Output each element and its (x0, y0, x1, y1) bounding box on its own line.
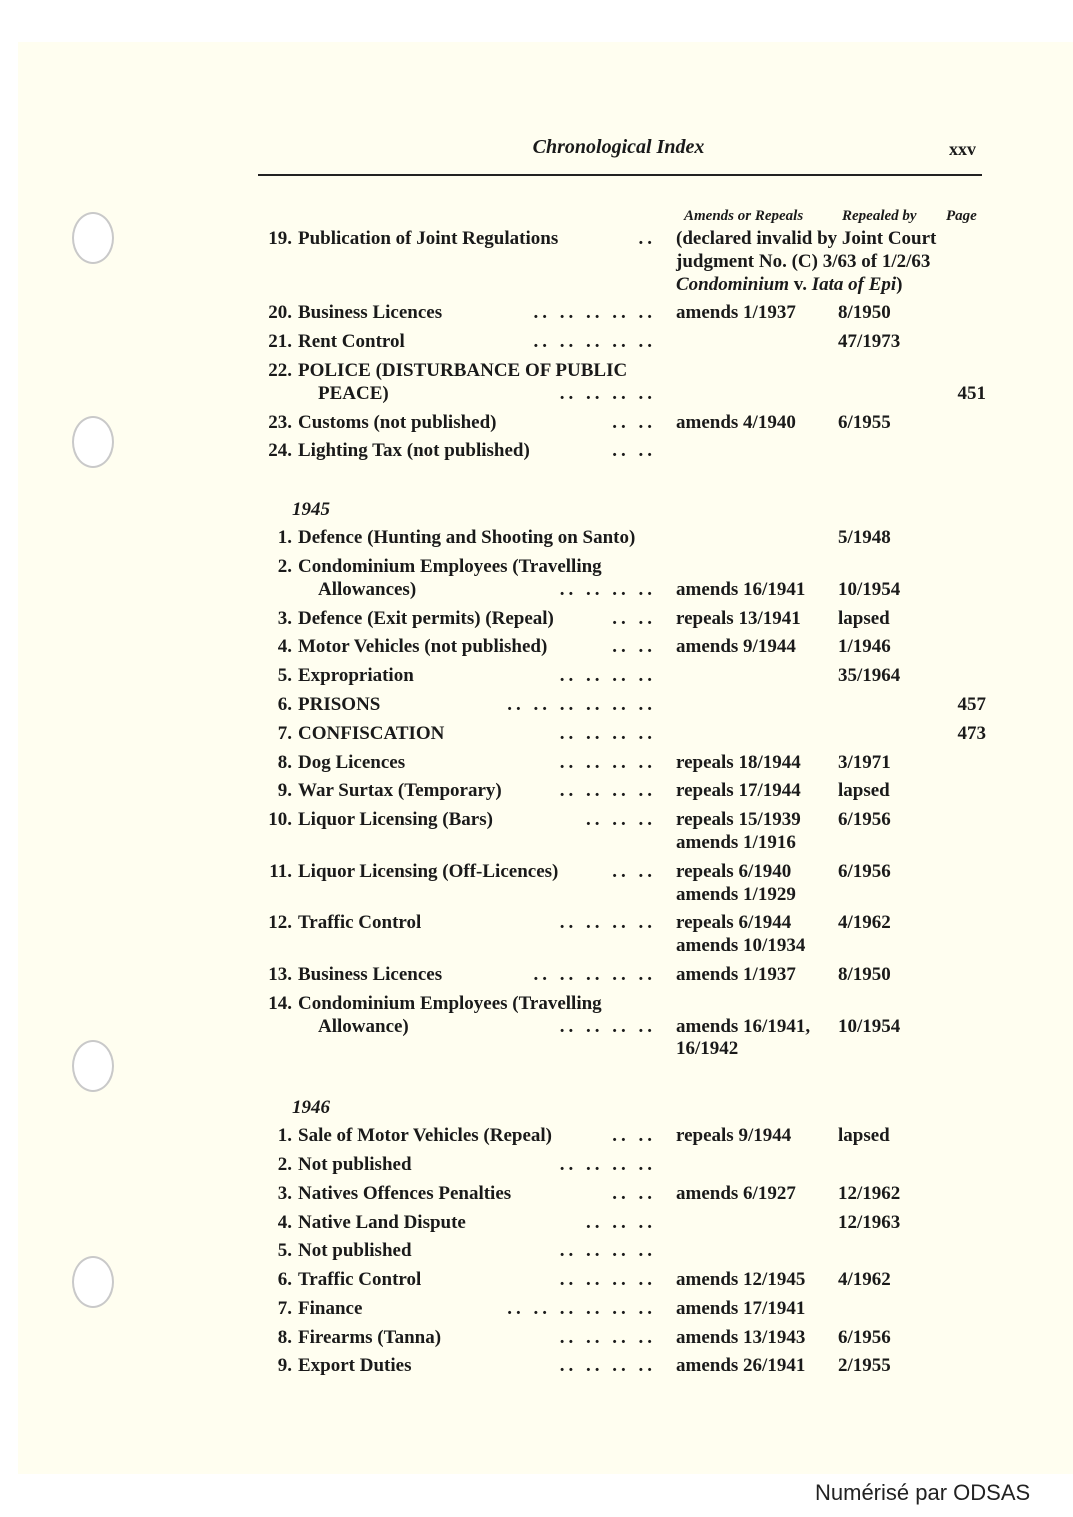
index-entry (256, 412, 986, 441)
entry-amends (656, 360, 822, 406)
entry-title: Natives Offences Penalties .. .. (298, 1182, 656, 1204)
year-heading: 1945 (292, 499, 330, 521)
entry-number: 2. (277, 555, 292, 577)
entry-title: Defence (Hunting and Shooting on Santo) (298, 527, 636, 549)
index-entry (256, 527, 986, 556)
entry-number: 20. (268, 302, 292, 324)
entry-repealed-by: 47/1973 (838, 331, 901, 353)
entry-page (920, 1355, 986, 1378)
entry-title: Firearms (Tanna) .. .. .. .. (298, 1326, 656, 1348)
entry-page (920, 1183, 986, 1206)
entry-amends (656, 1154, 822, 1177)
entry-amends (656, 1240, 822, 1263)
entry-title: Traffic Control .. .. .. .. (298, 1269, 656, 1291)
entry-repealed-by: 35/1964 (838, 665, 901, 687)
entry-repealed-by: 6/1956 (838, 809, 891, 831)
binder-hole-icon (72, 416, 114, 468)
entry-amends: amends 1/1937 (676, 963, 796, 985)
entry-amends: amends 6/1927 (676, 1182, 796, 1204)
entry-number: 8. (277, 1326, 292, 1348)
year-heading: 1946 (292, 1097, 330, 1119)
entry-title: Liquor Licensing (Bars) .. .. .. (298, 809, 656, 831)
entry-repealed-by: 10/1954 (838, 578, 901, 600)
entry-page (920, 752, 986, 775)
entry-page (920, 527, 986, 550)
entry-amends: amends 12/1945 (676, 1269, 806, 1291)
entry-amends (656, 527, 822, 550)
entry-amends: amends 26/1941 (676, 1355, 806, 1377)
entry-page (920, 331, 986, 354)
entry-page (920, 1154, 986, 1177)
index-entry (256, 809, 986, 861)
index-entry (256, 752, 986, 781)
running-title: Chronological Index (532, 136, 705, 158)
entry-page (920, 302, 986, 325)
entry-page (920, 964, 986, 987)
entry-page (920, 440, 986, 463)
entry-amends: repeals 13/1941 (676, 607, 801, 629)
entry-number: 21. (268, 331, 292, 353)
entry-repealed-by (822, 694, 920, 717)
entry-repealed-by: lapsed (838, 607, 890, 629)
entry-page (920, 780, 986, 803)
entry-amends: amends 4/1940 (676, 411, 796, 433)
entry-page: 457 (957, 693, 986, 715)
entry-repealed-by (822, 723, 920, 746)
entry-number: 24. (268, 440, 292, 462)
entry-amends: amends 9/1944 (676, 636, 796, 658)
entry-amends: repeals 18/1944 (676, 751, 801, 773)
entry-page: 473 (957, 722, 986, 744)
entry-repealed-by (822, 1298, 920, 1321)
entry-page (920, 1212, 986, 1235)
index-entry (256, 964, 986, 993)
entry-repealed-by: 6/1956 (838, 860, 891, 882)
index-entry (256, 1327, 986, 1356)
entry-page (920, 912, 986, 958)
entry-title: Liquor Licensing (Off-Licences) .. .. (298, 860, 656, 882)
entry-number: 9. (277, 1355, 292, 1377)
entry-repealed-by: 10/1954 (838, 1015, 901, 1037)
binder-hole-icon (72, 1256, 114, 1308)
entry-amends: repeals 15/1939 amends 1/1916 (676, 809, 801, 853)
col-repealed-header: Repealed by (842, 208, 917, 224)
entry-page (920, 861, 986, 907)
entry-page (920, 1269, 986, 1292)
entry-title: POLICE (DISTURBANCE OF PUBLIC PEACE) .. .. .. .. (298, 359, 656, 404)
entry-amends: amends 13/1943 (676, 1326, 806, 1348)
binder-hole-icon (72, 212, 114, 264)
entry-number: 5. (277, 665, 292, 687)
entry-title: PRISONS .. .. .. .. .. .. (298, 693, 656, 715)
entry-title: War Surtax (Temporary) .. .. .. .. (298, 780, 656, 802)
index-entry (256, 912, 986, 964)
entry-repealed-by: lapsed (838, 1125, 890, 1147)
entry-number: 4. (277, 636, 292, 658)
entry-amends: repeals 6/1944 amends 10/1934 (676, 912, 806, 957)
index-entry (256, 1154, 986, 1183)
index-entry (256, 302, 986, 331)
index-entry (256, 1298, 986, 1327)
entry-repealed-by (822, 440, 920, 463)
entry-amends: amends 1/1937 (676, 302, 796, 324)
entry-number: 1. (277, 1125, 292, 1147)
entry-title: Business Licences .. .. .. .. .. (298, 963, 656, 985)
index-entries (256, 228, 986, 1384)
entry-repealed-by: 6/1955 (838, 411, 891, 433)
entry-title: Rent Control .. .. .. .. .. (298, 331, 656, 353)
entry-repealed-by: 4/1962 (838, 1269, 891, 1291)
entry-number: 11. (269, 860, 292, 882)
entry-number: 22. (268, 359, 292, 381)
entry-number: 14. (268, 992, 292, 1014)
entry-amends (656, 723, 822, 746)
entry-amends: repeals 6/1940 amends 1/1929 (676, 860, 796, 905)
entry-repealed-by: 1/1946 (838, 636, 891, 658)
entry-repealed-by: 6/1956 (838, 1326, 891, 1348)
col-page-header: Page (946, 208, 977, 224)
entry-title: Finance .. .. .. .. .. .. (298, 1297, 656, 1319)
entry-repealed-by: 4/1962 (838, 912, 891, 934)
index-entry (256, 228, 986, 302)
entry-number: 12. (268, 912, 292, 934)
entry-title: Motor Vehicles (not published) .. .. (298, 636, 656, 658)
entry-title: Defence (Exit permits) (Repeal) .. .. (298, 607, 656, 629)
entry-page (920, 1298, 986, 1321)
entry-title: CONFISCATION .. .. .. .. (298, 722, 656, 744)
entry-amends (656, 440, 822, 463)
entry-page (920, 993, 986, 1061)
entry-number: 1. (277, 527, 292, 549)
index-entry (256, 360, 986, 412)
header-rule (258, 174, 982, 176)
entry-number: 10. (268, 809, 292, 831)
entry-amends (656, 331, 822, 354)
entry-number: 2. (277, 1153, 292, 1175)
digitization-credit: Numérisé par ODSAS (815, 1480, 1031, 1505)
entry-page (920, 1240, 986, 1263)
entry-number: 23. (268, 411, 292, 433)
index-entry (256, 723, 986, 752)
entry-number: 13. (268, 963, 292, 985)
col-amends-header: Amends or Repeals (684, 208, 804, 224)
entry-title: Traffic Control .. .. .. .. (298, 912, 656, 934)
index-entry (256, 861, 986, 913)
page-number: xxv (949, 139, 976, 159)
entry-title: Native Land Dispute .. .. .. (298, 1211, 656, 1233)
index-entry (256, 636, 986, 665)
index-entry (256, 440, 986, 469)
entry-number: 7. (277, 1297, 292, 1319)
index-entry (256, 694, 986, 723)
entry-number: 8. (277, 751, 292, 773)
entry-repealed-by (822, 1154, 920, 1177)
entry-number: 3. (277, 607, 292, 629)
index-entry (256, 1269, 986, 1298)
entry-amends: amends 16/1941, 16/1942 (676, 1015, 811, 1060)
entry-amends: amends 16/1941 (676, 578, 806, 600)
entry-number: 6. (277, 693, 292, 715)
index-entry (256, 331, 986, 360)
entry-title: Not published .. .. .. .. (298, 1153, 656, 1175)
entry-page (920, 412, 986, 435)
entry-title: Sale of Motor Vehicles (Repeal) .. .. (298, 1125, 656, 1147)
entry-repealed-by: 12/1963 (838, 1211, 901, 1233)
entry-page (920, 665, 986, 688)
entry-repealed-by: lapsed (838, 780, 890, 802)
entry-amends: repeals 17/1944 (676, 780, 801, 802)
entry-page (920, 556, 986, 602)
entry-repealed-by: 12/1962 (838, 1182, 901, 1204)
entry-title: Business Licences .. .. .. .. .. (298, 302, 656, 324)
entry-title: Not published .. .. .. .. (298, 1240, 656, 1262)
entry-page (920, 809, 986, 855)
index-entry (256, 556, 986, 608)
entry-repealed-by: 5/1948 (838, 527, 891, 549)
entry-title: Condominium Employees (Travelling Allowance) .. .. .. .. (298, 992, 656, 1037)
entry-number: 7. (277, 722, 292, 744)
index-entry (256, 1240, 986, 1269)
entry-title: Dog Licences .. .. .. .. (298, 751, 656, 773)
entry-repealed-by: 3/1971 (838, 751, 891, 773)
entry-title: Export Duties .. .. .. .. (298, 1355, 656, 1377)
entry-amends: amends 17/1941 (676, 1297, 806, 1319)
index-entry (256, 1355, 986, 1384)
index-entry (256, 665, 986, 694)
entry-page (920, 608, 986, 631)
entry-amends (656, 1212, 822, 1235)
entry-title: Expropriation .. .. .. .. (298, 665, 656, 687)
entry-title: Lighting Tax (not published) .. .. (298, 440, 656, 462)
entry-title: Condominium Employees (Travelling Allowances) .. .. .. .. (298, 555, 656, 600)
entry-repealed-by (822, 360, 920, 406)
entry-number: 3. (277, 1182, 292, 1204)
entry-page (920, 636, 986, 659)
entry-number: 9. (277, 780, 292, 802)
entry-number: 6. (277, 1269, 292, 1291)
entry-page: 451 (957, 382, 986, 404)
entry-amends: repeals 9/1944 (676, 1125, 792, 1147)
entry-amends (656, 665, 822, 688)
entry-title: Customs (not published) .. .. (298, 411, 656, 433)
index-entry (256, 993, 986, 1067)
entry-amends (656, 694, 822, 717)
entry-title: Publication of Joint Regulations .. (298, 228, 656, 249)
index-entry (256, 1183, 986, 1212)
entry-page (920, 1125, 986, 1148)
entry-page (920, 1327, 986, 1350)
entry-repealed-by: 8/1950 (838, 963, 891, 985)
entry-number: 5. (277, 1240, 292, 1262)
entry-repealed-by: 2/1955 (838, 1355, 891, 1377)
index-entry (256, 780, 986, 809)
index-entry (256, 1125, 986, 1154)
binder-hole-icon (72, 1040, 114, 1092)
entry-note: (declared invalid by Joint Court judgment No. (C) 3/63 of 1/2/63 Condominium v. Iata of Epi) (676, 228, 937, 295)
entry-repealed-by (822, 1240, 920, 1263)
index-entry (256, 608, 986, 637)
entry-number: 4. (277, 1211, 292, 1233)
index-entry (256, 1212, 986, 1241)
entry-repealed-by: 8/1950 (838, 302, 891, 324)
entry-number: 19. (268, 228, 292, 249)
